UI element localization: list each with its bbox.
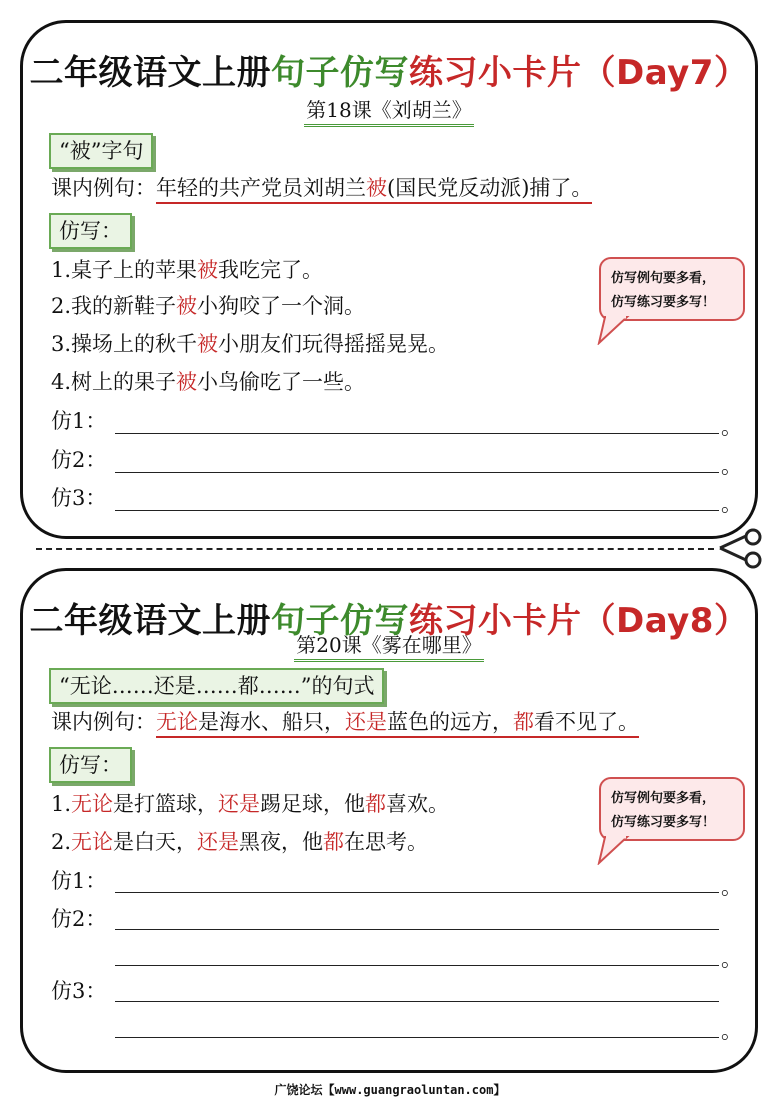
answer-line-1[interactable] bbox=[115, 433, 719, 434]
example-sentence: 课内例句：无论是海水、船只，还是蓝色的远方，都看不见了。 bbox=[51, 707, 639, 737]
period: 。 bbox=[721, 492, 742, 516]
period: 。 bbox=[721, 947, 742, 971]
list-item: 3.操场上的秋千被小朋友们玩得摇摇晃晃。 bbox=[51, 332, 450, 356]
tip-bubble: 仿写例句要多看， 仿写练习要多写！ bbox=[599, 777, 745, 841]
fill-label-1: 仿1： bbox=[51, 409, 107, 433]
answer-line-1[interactable] bbox=[115, 892, 719, 893]
card-day7 bbox=[20, 20, 758, 539]
fill-label-1: 仿1： bbox=[51, 869, 107, 893]
answer-line-2a[interactable] bbox=[115, 929, 719, 930]
fill-label-3: 仿3： bbox=[51, 486, 107, 510]
practice-tag: 仿写： bbox=[49, 213, 132, 249]
fill-label-2: 仿2： bbox=[51, 448, 107, 472]
fill-label-2: 仿2： bbox=[51, 907, 107, 931]
period: 。 bbox=[721, 875, 742, 899]
period: 。 bbox=[721, 454, 742, 478]
practice-tag: 仿写： bbox=[49, 747, 132, 783]
card-day8 bbox=[20, 568, 758, 1073]
answer-line-3[interactable] bbox=[115, 510, 719, 511]
lesson-title: 第18课《刘胡兰》 bbox=[23, 94, 755, 127]
list-item: 4.树上的果子被小鸟偷吃了一些。 bbox=[51, 370, 366, 394]
list-item: 1.无论是打篮球，还是踢足球，他都喜欢。 bbox=[51, 792, 450, 816]
period: 。 bbox=[721, 1019, 742, 1043]
card-title: 二年级语文上册句子仿写练习小卡片（Day8） bbox=[29, 601, 749, 641]
fill-label-3: 仿3： bbox=[51, 979, 107, 1003]
bubble-tail bbox=[597, 835, 637, 865]
sentence-type-tag: “无论……还是……都……”的句式 bbox=[49, 668, 384, 704]
answer-line-3b[interactable] bbox=[115, 1037, 719, 1038]
answer-line-2[interactable] bbox=[115, 472, 719, 473]
period: 。 bbox=[721, 415, 742, 439]
list-item: 1.桌子上的苹果被我吃完了。 bbox=[51, 258, 324, 282]
tip-bubble: 仿写例句要多看， 仿写练习要多写！ bbox=[599, 257, 745, 321]
cut-line bbox=[36, 548, 714, 550]
sentence-type-tag: “被”字句 bbox=[49, 133, 153, 169]
scissors-icon bbox=[716, 528, 766, 570]
answer-line-2b[interactable] bbox=[115, 965, 719, 966]
card-title: 二年级语文上册句子仿写练习小卡片（Day7） bbox=[29, 53, 749, 93]
footer-source: 广饶论坛【www.guangraoluntan.com】 bbox=[274, 1083, 506, 1097]
list-item: 2.我的新鞋子被小狗咬了一个洞。 bbox=[51, 294, 366, 318]
bubble-tail bbox=[597, 315, 637, 345]
list-item: 2.无论是白天，还是黑夜，他都在思考。 bbox=[51, 830, 429, 854]
example-sentence: 课内例句：年轻的共产党员刘胡兰被(国民党反动派)捕了。 bbox=[51, 173, 592, 203]
lesson-title: 第20课《雾在哪里》 bbox=[23, 629, 755, 662]
answer-line-3a[interactable] bbox=[115, 1001, 719, 1002]
